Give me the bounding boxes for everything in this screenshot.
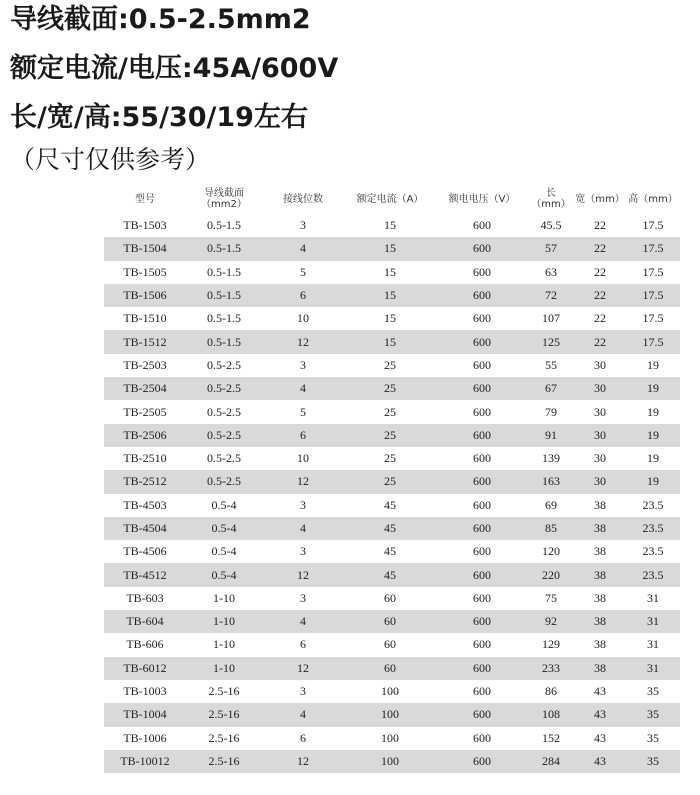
cell-width: 38 (574, 494, 626, 517)
cell-voltage: 600 (436, 400, 528, 423)
cell-length: 220 (528, 563, 574, 586)
cell-width: 22 (574, 330, 626, 353)
header-section-unit: （mm2） (201, 199, 247, 210)
cell-length: 152 (528, 727, 574, 750)
cell-section: 0.5-2.5 (186, 447, 262, 470)
cell-positions: 10 (262, 447, 344, 470)
table-row (104, 657, 680, 680)
table-row (104, 214, 680, 237)
cell-positions: 3 (262, 540, 344, 563)
cell-current: 25 (344, 424, 436, 447)
cell-positions: 5 (262, 261, 344, 284)
cell-length: 86 (528, 680, 574, 703)
cell-model: TB-1505 (104, 261, 186, 284)
cell-section: 0.5-1.5 (186, 237, 262, 260)
cell-current: 15 (344, 214, 436, 237)
cell-voltage: 600 (436, 237, 528, 260)
cell-height: 31 (626, 657, 680, 680)
cell-positions: 4 (262, 237, 344, 260)
cell-current: 60 (344, 610, 436, 633)
cell-current: 25 (344, 447, 436, 470)
cell-positions: 4 (262, 610, 344, 633)
cell-model: TB-1503 (104, 214, 186, 237)
cell-positions: 3 (262, 587, 344, 610)
cell-positions: 4 (262, 703, 344, 726)
cell-current: 100 (344, 727, 436, 750)
table-row (104, 307, 680, 330)
rating-spec: 额定电流/电压:45A/600V (10, 53, 339, 84)
cell-section: 1-10 (186, 633, 262, 656)
cell-model: TB-4503 (104, 494, 186, 517)
cell-height: 35 (626, 727, 680, 750)
cell-positions: 6 (262, 633, 344, 656)
table-row (104, 284, 680, 307)
cell-width: 22 (574, 307, 626, 330)
table-row (104, 424, 680, 447)
cell-length: 55 (528, 354, 574, 377)
cell-height: 35 (626, 703, 680, 726)
cell-height: 17.5 (626, 330, 680, 353)
cell-current: 60 (344, 657, 436, 680)
cell-width: 43 (574, 727, 626, 750)
cell-positions: 3 (262, 354, 344, 377)
cell-width: 38 (574, 633, 626, 656)
cell-current: 25 (344, 470, 436, 493)
cell-length: 69 (528, 494, 574, 517)
cell-height: 31 (626, 610, 680, 633)
cell-current: 15 (344, 330, 436, 353)
cell-width: 43 (574, 703, 626, 726)
cell-voltage: 600 (436, 261, 528, 284)
cell-section: 2.5-16 (186, 727, 262, 750)
header-model: 型号 (104, 184, 186, 214)
cell-current: 45 (344, 517, 436, 540)
header-length-unit: （mm） (531, 199, 571, 210)
cell-model: TB-2510 (104, 447, 186, 470)
cell-model: TB-606 (104, 633, 186, 656)
cell-section: 0.5-2.5 (186, 377, 262, 400)
cell-positions: 12 (262, 657, 344, 680)
cell-current: 60 (344, 587, 436, 610)
cell-model: TB-4512 (104, 563, 186, 586)
cell-model: TB-1504 (104, 237, 186, 260)
cell-length: 139 (528, 447, 574, 470)
cell-positions: 12 (262, 563, 344, 586)
cell-width: 43 (574, 680, 626, 703)
cell-height: 35 (626, 680, 680, 703)
cell-model: TB-1506 (104, 284, 186, 307)
cell-width: 38 (574, 540, 626, 563)
cell-section: 0.5-1.5 (186, 307, 262, 330)
cell-width: 30 (574, 354, 626, 377)
cell-voltage: 600 (436, 214, 528, 237)
cell-height: 19 (626, 377, 680, 400)
cell-positions: 3 (262, 680, 344, 703)
table-row (104, 494, 680, 517)
cell-model: TB-2506 (104, 424, 186, 447)
cell-current: 45 (344, 494, 436, 517)
cell-voltage: 600 (436, 703, 528, 726)
cell-voltage: 600 (436, 494, 528, 517)
cell-length: 120 (528, 540, 574, 563)
cell-section: 0.5-4 (186, 494, 262, 517)
cell-section: 0.5-1.5 (186, 214, 262, 237)
cell-height: 17.5 (626, 284, 680, 307)
cell-model: TB-4504 (104, 517, 186, 540)
cell-width: 30 (574, 470, 626, 493)
cell-model: TB-2512 (104, 470, 186, 493)
cell-length: 129 (528, 633, 574, 656)
cell-current: 45 (344, 563, 436, 586)
cell-length: 75 (528, 587, 574, 610)
header-voltage: 额电电压（V） (436, 184, 528, 214)
cell-voltage: 600 (436, 610, 528, 633)
cell-width: 38 (574, 517, 626, 540)
cell-positions: 3 (262, 494, 344, 517)
cell-section: 2.5-16 (186, 680, 262, 703)
table-body (104, 214, 680, 773)
cell-current: 45 (344, 540, 436, 563)
cell-section: 0.5-2.5 (186, 400, 262, 423)
cell-height: 17.5 (626, 214, 680, 237)
cell-current: 100 (344, 750, 436, 773)
cell-positions: 12 (262, 470, 344, 493)
table-row (104, 377, 680, 400)
cell-height: 23.5 (626, 494, 680, 517)
cell-height: 19 (626, 470, 680, 493)
cell-section: 0.5-1.5 (186, 330, 262, 353)
table-row (104, 610, 680, 633)
cell-width: 38 (574, 587, 626, 610)
cell-width: 30 (574, 377, 626, 400)
cell-current: 25 (344, 400, 436, 423)
cell-section: 0.5-4 (186, 563, 262, 586)
cell-model: TB-10012 (104, 750, 186, 773)
cell-height: 23.5 (626, 540, 680, 563)
table-row (104, 237, 680, 260)
cell-width: 22 (574, 284, 626, 307)
cell-model: TB-6012 (104, 657, 186, 680)
cell-width: 43 (574, 750, 626, 773)
cell-height: 17.5 (626, 261, 680, 284)
cell-height: 23.5 (626, 517, 680, 540)
cell-voltage: 600 (436, 354, 528, 377)
cell-length: 45.5 (528, 214, 574, 237)
cell-positions: 10 (262, 307, 344, 330)
cell-length: 125 (528, 330, 574, 353)
cell-width: 30 (574, 447, 626, 470)
table-row (104, 727, 680, 750)
cell-width: 30 (574, 424, 626, 447)
cell-height: 31 (626, 587, 680, 610)
cell-model: TB-603 (104, 587, 186, 610)
cell-height: 23.5 (626, 563, 680, 586)
cell-positions: 6 (262, 424, 344, 447)
header-current: 额定电流（A） (344, 184, 436, 214)
cell-model: TB-2504 (104, 377, 186, 400)
cell-voltage: 600 (436, 563, 528, 586)
cell-length: 67 (528, 377, 574, 400)
cell-section: 1-10 (186, 657, 262, 680)
cell-section: 0.5-4 (186, 517, 262, 540)
header-section (186, 184, 262, 214)
cell-length: 233 (528, 657, 574, 680)
cell-positions: 6 (262, 727, 344, 750)
cell-length: 92 (528, 610, 574, 633)
cell-model: TB-1003 (104, 680, 186, 703)
cell-length: 72 (528, 284, 574, 307)
cell-section: 1-10 (186, 610, 262, 633)
cell-height: 17.5 (626, 237, 680, 260)
cell-width: 30 (574, 400, 626, 423)
cell-positions: 5 (262, 400, 344, 423)
cell-voltage: 600 (436, 657, 528, 680)
cell-width: 38 (574, 657, 626, 680)
cell-section: 0.5-1.5 (186, 284, 262, 307)
cell-model: TB-604 (104, 610, 186, 633)
header-length-label: 长 (546, 188, 556, 199)
cell-voltage: 600 (436, 540, 528, 563)
cell-length: 108 (528, 703, 574, 726)
cell-current: 100 (344, 703, 436, 726)
header-section-label: 导线截面 (204, 188, 244, 199)
cell-current: 15 (344, 307, 436, 330)
cell-voltage: 600 (436, 633, 528, 656)
table-row (104, 587, 680, 610)
table-row (104, 540, 680, 563)
cell-voltage: 600 (436, 330, 528, 353)
header-length (528, 184, 574, 214)
cell-length: 284 (528, 750, 574, 773)
cell-height: 19 (626, 400, 680, 423)
table-header-row (104, 184, 680, 214)
cell-height: 35 (626, 750, 680, 773)
cell-voltage: 600 (436, 587, 528, 610)
table-row (104, 354, 680, 377)
cell-width: 38 (574, 563, 626, 586)
cell-height: 19 (626, 354, 680, 377)
table-row (104, 470, 680, 493)
cell-positions: 6 (262, 284, 344, 307)
table-row (104, 447, 680, 470)
table-row (104, 750, 680, 773)
cell-length: 107 (528, 307, 574, 330)
cell-width: 22 (574, 237, 626, 260)
table-row (104, 400, 680, 423)
cell-section: 0.5-2.5 (186, 354, 262, 377)
cell-model: TB-1512 (104, 330, 186, 353)
cell-voltage: 600 (436, 517, 528, 540)
cell-model: TB-2505 (104, 400, 186, 423)
cell-voltage: 600 (436, 284, 528, 307)
cell-width: 38 (574, 610, 626, 633)
cell-voltage: 600 (436, 424, 528, 447)
cell-current: 25 (344, 354, 436, 377)
cell-voltage: 600 (436, 447, 528, 470)
cell-current: 100 (344, 680, 436, 703)
cell-current: 15 (344, 284, 436, 307)
cell-voltage: 600 (436, 750, 528, 773)
table-row (104, 680, 680, 703)
cell-current: 15 (344, 261, 436, 284)
reference-note: （尺寸仅供参考） (10, 145, 211, 174)
cell-voltage: 600 (436, 727, 528, 750)
cell-positions: 12 (262, 330, 344, 353)
cell-section: 0.5-1.5 (186, 261, 262, 284)
cell-section: 1-10 (186, 587, 262, 610)
table-row (104, 330, 680, 353)
cross-section-spec: 导线截面:0.5-2.5mm2 (10, 4, 311, 35)
table-row (104, 633, 680, 656)
cell-model: TB-1004 (104, 703, 186, 726)
cell-model: TB-1006 (104, 727, 186, 750)
cell-length: 63 (528, 261, 574, 284)
cell-positions: 4 (262, 517, 344, 540)
cell-model: TB-1510 (104, 307, 186, 330)
cell-length: 163 (528, 470, 574, 493)
cell-length: 85 (528, 517, 574, 540)
cell-width: 22 (574, 214, 626, 237)
cell-section: 0.5-4 (186, 540, 262, 563)
dimensions-spec: 长/宽/高:55/30/19左右 (10, 102, 308, 133)
spec-table (104, 184, 680, 773)
cell-height: 31 (626, 633, 680, 656)
cell-positions: 3 (262, 214, 344, 237)
cell-section: 2.5-16 (186, 750, 262, 773)
cell-voltage: 600 (436, 470, 528, 493)
cell-positions: 12 (262, 750, 344, 773)
cell-section: 0.5-2.5 (186, 470, 262, 493)
cell-voltage: 600 (436, 680, 528, 703)
header-positions: 接线位数 (262, 184, 344, 214)
table-row (104, 517, 680, 540)
cell-section: 2.5-16 (186, 703, 262, 726)
cell-current: 15 (344, 237, 436, 260)
cell-width: 22 (574, 261, 626, 284)
cell-height: 17.5 (626, 307, 680, 330)
table-row (104, 563, 680, 586)
cell-length: 57 (528, 237, 574, 260)
cell-voltage: 600 (436, 377, 528, 400)
cell-model: TB-2503 (104, 354, 186, 377)
cell-section: 0.5-2.5 (186, 424, 262, 447)
cell-model: TB-4506 (104, 540, 186, 563)
cell-length: 91 (528, 424, 574, 447)
header-width: 宽（mm） (574, 184, 626, 214)
table-row (104, 703, 680, 726)
cell-positions: 4 (262, 377, 344, 400)
cell-current: 25 (344, 377, 436, 400)
cell-length: 79 (528, 400, 574, 423)
cell-current: 60 (344, 633, 436, 656)
cell-voltage: 600 (436, 307, 528, 330)
header-height: 高（mm） (626, 184, 680, 214)
cell-height: 19 (626, 447, 680, 470)
cell-height: 19 (626, 424, 680, 447)
table-row (104, 261, 680, 284)
